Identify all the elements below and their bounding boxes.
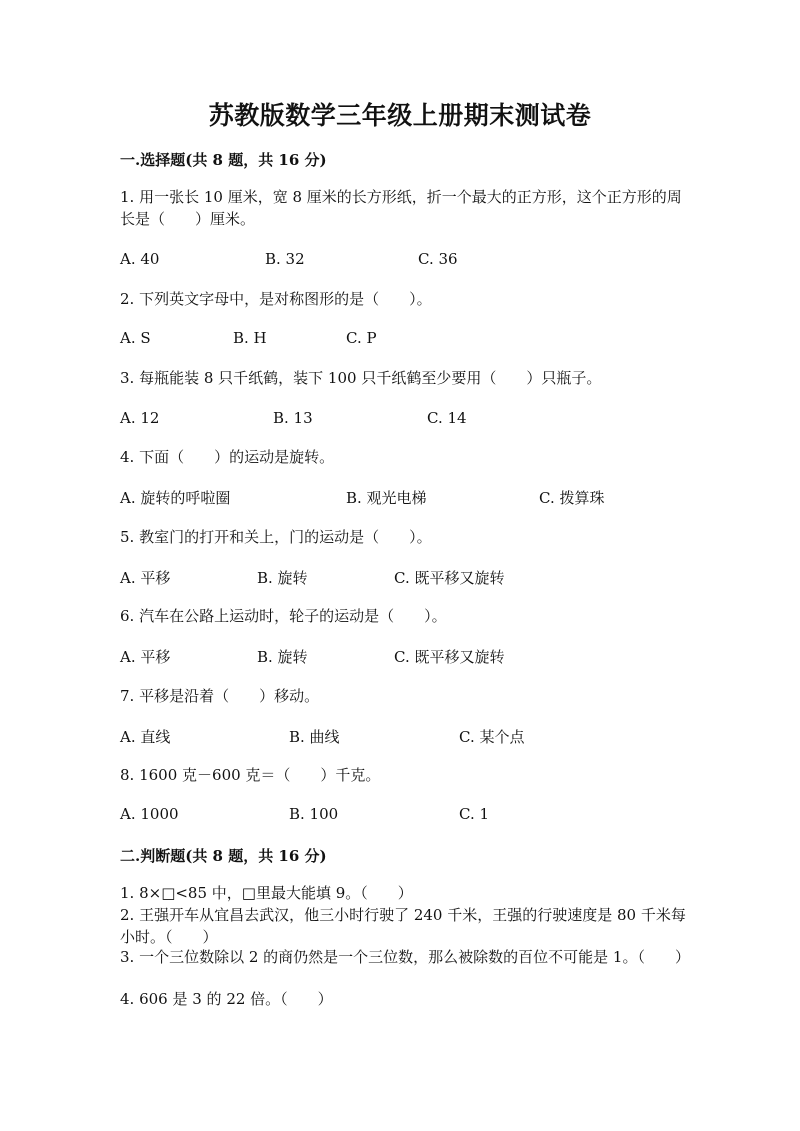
option-c: C. 36 [418,250,458,268]
section-heading-true-false: 二.判断题(共 8 题，共 16 分) [120,847,327,865]
option-b: B. H [233,329,267,347]
option-c: C. 既平移又旋转 [394,569,505,587]
page-title: 苏教版数学三年级上册期末测试卷 [208,101,592,130]
option-a: A. 直线 [120,728,171,746]
question-7: 7. 平移是沿着（ ）移动。 [120,687,320,705]
question-8: 8. 1600 克－600 克＝（ ）千克。 [120,766,381,784]
question-4: 4. 下面（ ）的运动是旋转。 [120,448,335,466]
tf-question-4: 4. 606 是 3 的 22 倍。（ ） [120,990,333,1008]
option-c: C. P [346,329,377,347]
option-b: B. 13 [273,409,313,427]
option-a: A. 旋转的呼啦圈 [120,489,231,507]
option-c: C. 既平移又旋转 [394,648,505,666]
option-b: B. 32 [265,250,305,268]
option-a: A. 12 [120,409,160,427]
option-c: C. 拨算珠 [539,489,605,507]
option-b: B. 观光电梯 [346,489,427,507]
tf-question-2: 2. 王强开车从宜昌去武汉，他三小时行驶了 240 千米，王强的行驶速度是 80 千米每小时。（ ） [120,906,686,946]
option-c: C. 某个点 [459,728,525,746]
section-heading-choice: 一.选择题(共 8 题，共 16 分) [120,151,327,169]
option-c: C. 1 [459,805,490,823]
option-a: A. 平移 [120,648,171,666]
option-b: B. 旋转 [257,648,308,666]
tf-question-3: 3. 一个三位数除以 2 的商仍然是一个三位数，那么被除数的百位不可能是 1。（ ） [120,948,690,966]
question-3: 3. 每瓶能装 8 只千纸鹤，装下 100 只千纸鹤至少要用（ ）只瓶子。 [120,369,602,387]
option-a: A. 40 [120,250,160,268]
question-6: 6. 汽车在公路上运动时，轮子的运动是（ ）。 [120,607,447,625]
question-1: 1. 用一张长 10 厘米，宽 8 厘米的长方形纸，折一个最大的正方形，这个正方形的周长是（ ）厘米。 [120,188,682,228]
option-b: B. 曲线 [289,728,340,746]
option-c: C. 14 [427,409,467,427]
option-a: A. 平移 [120,569,171,587]
option-a: A. S [120,329,151,347]
question-2: 2. 下列英文字母中，是对称图形的是（ ）。 [120,290,432,308]
option-b: B. 100 [289,805,339,823]
option-b: B. 旋转 [257,569,308,587]
question-5: 5. 教室门的打开和关上，门的运动是（ ）。 [120,528,432,546]
tf-question-1: 1. 8×□<85 中，□里最大能填 9。（ ） [120,884,413,902]
option-a: A. 1000 [120,805,179,823]
